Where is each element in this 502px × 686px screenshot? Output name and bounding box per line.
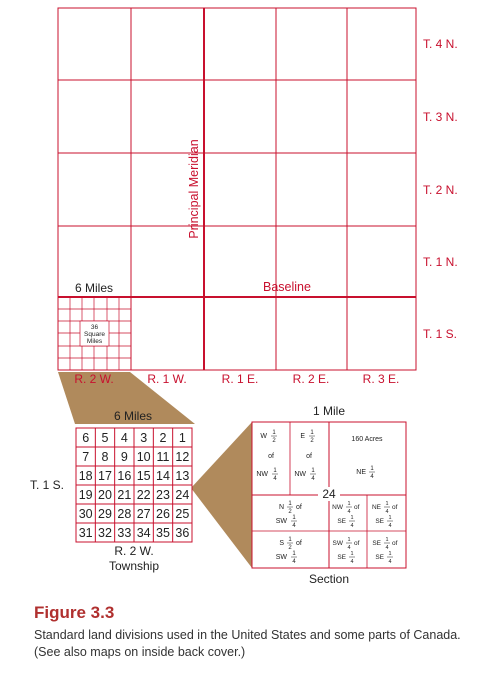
ne-se-ne-num: 1 [385, 501, 389, 507]
ne-quarter-den: 4 [370, 474, 374, 480]
e-half-num: 1 [310, 430, 314, 436]
e-half-of-nw-quarter [294, 430, 316, 482]
sw-se-se-num: 1 [350, 551, 354, 557]
w-half-label: W [260, 433, 267, 440]
nw-se-se-num: 1 [350, 515, 354, 521]
section-number-cell: 32 [98, 526, 112, 540]
ne-quarter-of-se-quarter [372, 501, 398, 529]
township-range-label: R. 2 W. [114, 544, 154, 558]
w-half-nw-den: 4 [273, 476, 277, 482]
se-se-se-den: 4 [385, 545, 389, 551]
w-half-of-nw-quarter [256, 430, 278, 482]
township-label-t3n: T. 3 N. [423, 110, 458, 124]
n-half-of-sw-quarter [276, 501, 302, 529]
se-se-se-num: 1 [385, 537, 389, 543]
range-label-r2w: R. 2 W. [74, 372, 114, 386]
square-miles-label-3: Miles [86, 338, 103, 345]
sw-se-of: of [354, 540, 360, 547]
section-number-cell: 23 [156, 488, 170, 502]
section-number-cell: 11 [156, 450, 170, 464]
w-half-of: of [268, 453, 274, 460]
e-half-label: E [300, 433, 305, 440]
nw-se-nw-num: 1 [347, 501, 351, 507]
sw-se-se-den: 4 [350, 559, 354, 565]
e-half-nw-label: NW [294, 471, 306, 478]
township-row-label: T. 1 S. [30, 478, 65, 492]
range-label-r1e: R. 1 E. [221, 372, 259, 386]
section-number-cell: 2 [159, 431, 167, 445]
acres-label: 160 Acres [351, 436, 383, 443]
section-number-cell: 20 [98, 488, 112, 502]
nw-se-nw-label: NW [332, 504, 343, 511]
se-se-se2-num: 1 [388, 551, 392, 557]
se-se-se2-den: 4 [388, 559, 392, 565]
section-number: 24 [322, 487, 336, 501]
n-half-sw-num: 1 [292, 515, 296, 521]
ne-se-se-den: 4 [388, 523, 392, 529]
township-title: Township [108, 559, 160, 573]
nw-se-nw-den: 4 [347, 509, 351, 515]
nw-quarter-of-se-quarter [332, 501, 359, 529]
range-label-r2e: R. 2 E. [292, 372, 330, 386]
section-number-cell: 1 [178, 431, 186, 445]
section-number-cell: 24 [175, 488, 190, 502]
se-quarter-of-se-quarter [372, 537, 397, 565]
ne-se-ne-den: 4 [385, 509, 389, 515]
w-half-num: 1 [272, 430, 276, 436]
section-number-cell: 12 [175, 450, 190, 464]
section-number-cell: 25 [175, 507, 190, 521]
section-number-cell: 21 [117, 488, 132, 502]
s-half-sw-den: 4 [292, 559, 296, 565]
square-miles-label-2: Square [84, 331, 105, 338]
e-half-nw-den: 4 [311, 476, 315, 482]
township-range-grid [58, 8, 416, 370]
e-half-den: 2 [310, 438, 314, 444]
sw-quarter-of-se-quarter [333, 537, 360, 565]
sw-se-sw-label: SW [332, 540, 343, 547]
e-half-of: of [306, 453, 312, 460]
ne-quarter [351, 436, 383, 480]
n-half-sw-den: 4 [292, 523, 296, 529]
section-number-cell: 15 [136, 469, 151, 483]
s-half-sw-num: 1 [292, 551, 296, 557]
ne-se-se-label: SE [375, 518, 384, 525]
section-number-cell: 31 [78, 526, 93, 540]
section-number-cell: 19 [78, 488, 93, 502]
square-miles-label-1: 36 [90, 324, 99, 331]
sw-se-sw-num: 1 [347, 537, 351, 543]
section-number-cell: 8 [101, 450, 109, 464]
n-half-num: 1 [288, 501, 292, 507]
sw-se-sw-den: 4 [347, 545, 351, 551]
section-number-cell: 6 [82, 431, 90, 445]
section-number-cell: 9 [120, 450, 128, 464]
s-half-num: 1 [288, 537, 292, 543]
figure-caption: Standard land divisions used in the United States and some parts of Canada. (See also maps on inside back cover.) [34, 628, 461, 659]
section-number-cell: 16 [117, 469, 132, 483]
w-half-nw-num: 1 [273, 468, 277, 474]
nw-se-of: of [354, 504, 360, 511]
figure-title: Figure 3.3 [34, 603, 115, 622]
township-label-t4n: T. 4 N. [423, 37, 458, 51]
section-number-cell: 10 [136, 450, 151, 464]
ne-quarter-num: 1 [370, 466, 374, 472]
township-label-t2n: T. 2 N. [423, 183, 458, 197]
principal-meridian-label: Principal Meridian [187, 139, 201, 239]
s-half-label: S [279, 540, 284, 547]
township-six-miles-label: 6 Miles [113, 409, 153, 423]
section-number-cell: 27 [136, 507, 151, 521]
section-number-cell: 33 [117, 526, 132, 540]
range-label-r3e: R. 3 E. [362, 372, 400, 386]
n-half-den: 2 [288, 509, 292, 515]
s-half-sw-label: SW [275, 554, 287, 561]
township-label-t1n: T. 1 N. [423, 255, 458, 269]
e-half-nw-num: 1 [311, 468, 315, 474]
section-connector-wedge [191, 422, 252, 568]
section-number-cell: 34 [136, 526, 151, 540]
section-number-cell: 13 [175, 469, 190, 483]
se-se-se-label: SE [372, 540, 381, 547]
w-half-nw-label: NW [256, 471, 268, 478]
se-se-of: of [392, 540, 398, 547]
w-half-den: 2 [272, 438, 276, 444]
n-half-of: of [296, 504, 302, 511]
section-number-cell: 4 [120, 431, 128, 445]
section-number-cell: 7 [82, 450, 90, 464]
range-label-r1w: R. 1 W. [147, 372, 187, 386]
nw-se-se-den: 4 [350, 523, 354, 529]
s-half-of: of [296, 540, 302, 547]
s-half-of-sw-quarter [276, 537, 302, 565]
ne-se-ne-label: NE [371, 504, 381, 511]
ne-se-se-num: 1 [388, 515, 392, 521]
section-number-cell: 29 [98, 507, 112, 521]
sw-se-se-label: SE [337, 554, 346, 561]
nw-se-se-label: SE [337, 518, 346, 525]
s-half-den: 2 [288, 545, 292, 551]
section-number-cell: 5 [101, 431, 109, 445]
six-miles-top-label: 6 Miles [74, 281, 114, 295]
section-number-cell: 30 [78, 507, 93, 521]
section-number-cell: 22 [136, 488, 151, 502]
baseline-label: Baseline [263, 280, 311, 294]
section-number-cell: 28 [117, 507, 132, 521]
section-title: Section [308, 572, 350, 586]
section-number-cell: 35 [156, 526, 170, 540]
n-half-label: N [278, 504, 284, 511]
township-label-t1s: T. 1 S. [423, 327, 458, 341]
section-number-cell: 36 [175, 526, 190, 540]
section-number-cell: 3 [140, 431, 148, 445]
se-se-se2-label: SE [375, 554, 384, 561]
one-mile-label: 1 Mile [312, 404, 346, 418]
section-number-cell: 26 [156, 507, 170, 521]
section-number-cell: 14 [156, 469, 170, 483]
section-number-cell: 17 [98, 469, 112, 483]
ne-quarter-label: NE [356, 469, 366, 476]
n-half-sw-label: SW [275, 518, 287, 525]
ne-se-of: of [392, 504, 398, 511]
section-number-cell: 18 [78, 469, 93, 483]
